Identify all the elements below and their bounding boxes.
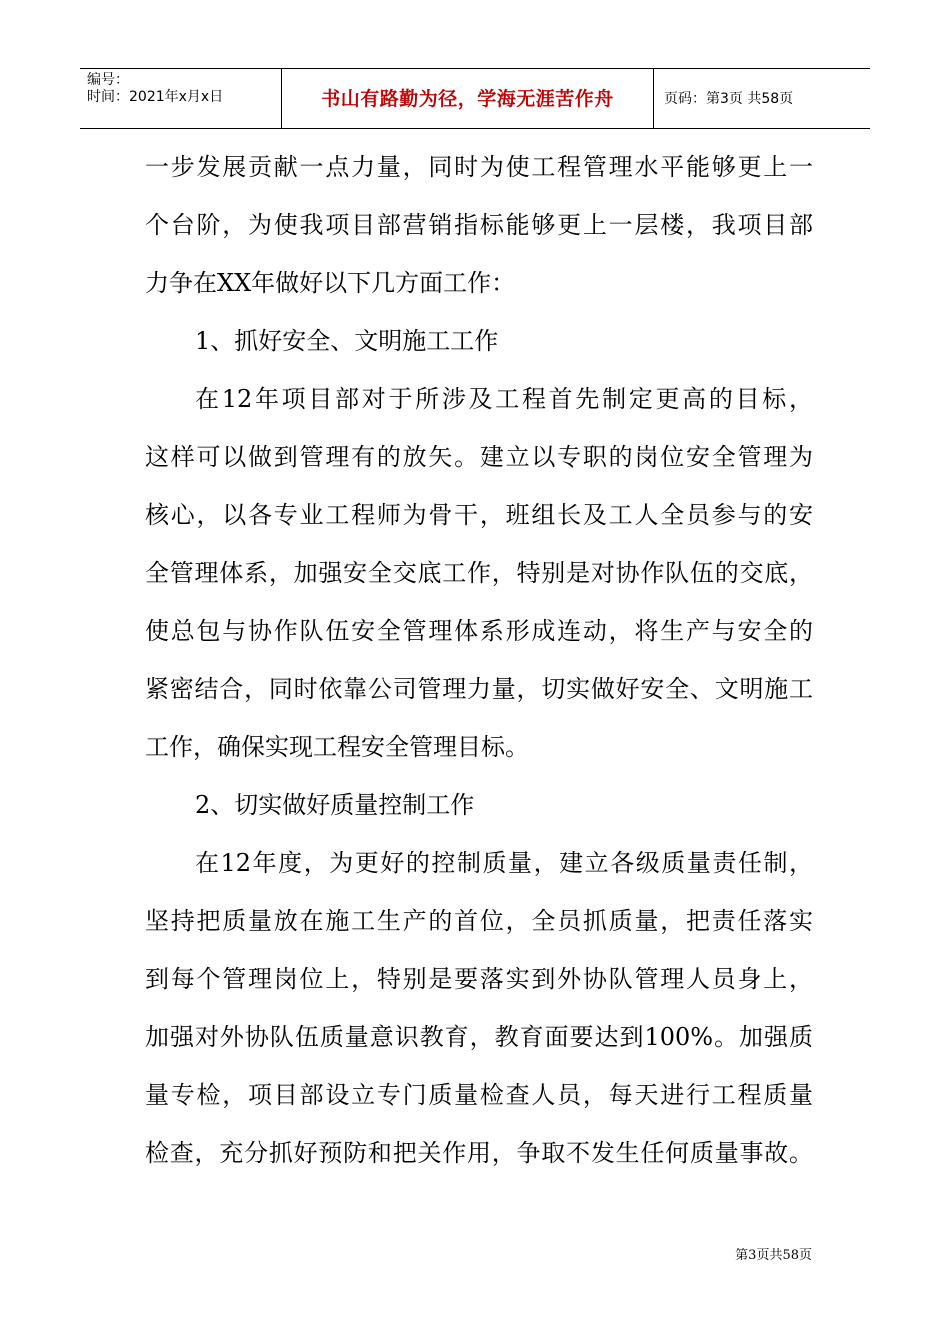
- document-body: [145, 152, 813, 1196]
- header-meta: [80, 69, 282, 128]
- body-line: 检查，充分抓好预防和把关作用，争取不发生任何质量事故。: [145, 1139, 813, 1167]
- body-line: 在12年项目部对于所涉及工程首先制定更高的目标，: [195, 385, 813, 413]
- section-heading-quality: 2、切实做好质量控制工作: [195, 791, 475, 819]
- body-line: 这样可以做到管理有的放矢。建立以专职的岗位安全管理为: [145, 443, 813, 471]
- body-line: 一步发展贡献一点力量，同时为使工程管理水平能够更上一: [145, 153, 813, 181]
- document-date-label: 时间：2021年x月x日: [87, 89, 224, 105]
- document-number-label: 编号：: [87, 72, 129, 88]
- header-motto: 书山有路勤为径，学海无涯苦作舟: [282, 69, 654, 128]
- body-line: 核心，以各专业工程师为骨干，班组长及工人全员参与的安: [145, 501, 813, 529]
- body-line: 到每个管理岗位上，特别是要落实到外协队管理人员身上，: [145, 965, 813, 993]
- body-line: 工作，确保实现工程安全管理目标。: [145, 733, 529, 761]
- section-heading-safety: 1、抓好安全、文明施工工作: [195, 327, 499, 355]
- body-line: 量专检，项目部设立专门质量检查人员，每天进行工程质量: [145, 1081, 813, 1109]
- body-line: 全管理体系，加强安全交底工作，特别是对协作队伍的交底，: [145, 559, 813, 587]
- header-page-number: 页码：第3页 共58页: [664, 91, 794, 107]
- document-header: [80, 68, 870, 129]
- body-line: 坚持把质量放在施工生产的首位，全员抓质量，把责任落实: [145, 907, 813, 935]
- body-line: 在12年度，为更好的控制质量，建立各级质量责任制，: [195, 849, 813, 877]
- body-line: 个台阶，为使我项目部营销指标能够更上一层楼，我项目部: [145, 211, 813, 239]
- body-line: 加强对外协队伍质量意识教育，教育面要达到100%。加强质: [145, 1023, 813, 1051]
- footer-page-number: 第3页共58页: [735, 1248, 812, 1263]
- body-line: 力争在XX年做好以下几方面工作：: [145, 269, 516, 297]
- body-line: 紧密结合，同时依靠公司管理力量，切实做好安全、文明施工: [145, 675, 813, 703]
- body-line: 使总包与协作队伍安全管理体系形成连动，将生产与安全的: [145, 617, 813, 645]
